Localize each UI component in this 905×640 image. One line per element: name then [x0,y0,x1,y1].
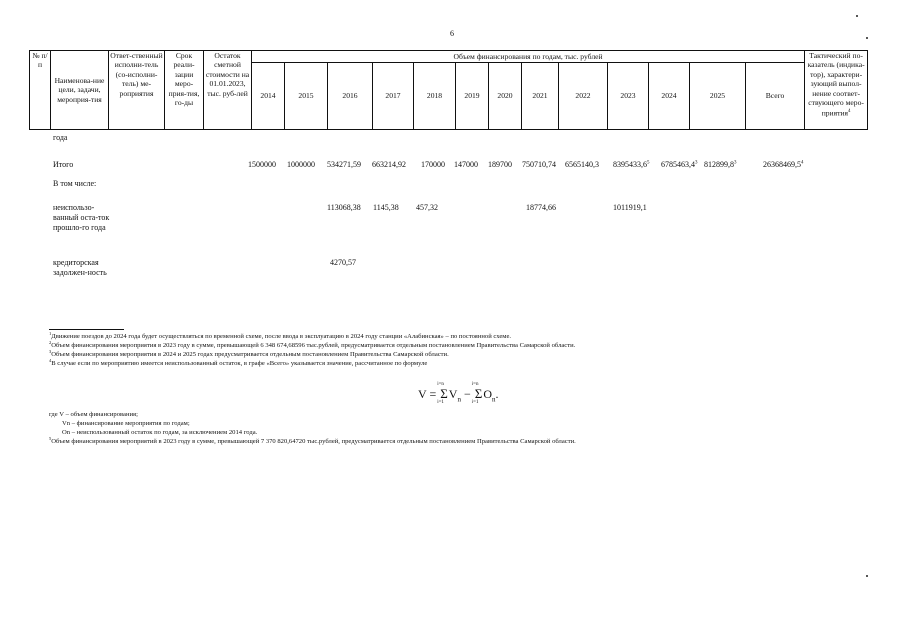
total-label: Итого [53,160,74,169]
scan-speck [866,575,868,577]
footnote-rule [49,329,124,330]
credit-2016: 4270,57 [330,258,356,267]
header-year-2018: 2018 [414,63,456,130]
total-2015: 1000000 [287,160,315,169]
footnote-where: где V – объем финансирования; [49,411,138,418]
header-term: Срок реали-зации меро-прия-тия, го-ды [165,51,204,130]
footnote-1: $^1$Движение поездов до 2024 года будет осуществляться по временной схеме, после ввода в эксплуатацию в 2024 году станции «Алабинская» – по постоянной схеме. [49,330,512,340]
header-year-2025: 2025 [690,63,746,130]
page-number: 6 [450,29,454,38]
header-num: № п/п [30,51,51,130]
header-indicator: Тактический по-казатель (индика-тор), характери-зующий выпол-нение соответ-ствующего меро-приятия$^4$ [805,51,868,130]
continued-text: года [53,133,68,142]
total-2019: 147000 [454,160,478,169]
header-year-2021: 2021 [522,63,559,130]
credit-debt-label: кредиторская задолжен-ность [53,258,107,277]
scan-speck [856,15,858,17]
header-year-2017: 2017 [373,63,414,130]
footnote-vn: Vn – финансирование мероприятия по годам; [62,420,190,427]
unused-2018: 457,32 [416,203,438,212]
footnote-2: $^2$Объем финансирования мероприятия в 2023 году в сумме, превышающей 6 348 674,68596 тыс.рублей, предусматривается отдельным постановлением Правительства Самарской области. [49,339,576,349]
formula: V = Σ i=n i=1 $V_n - \Sigma$ i=n i=1 $O_n$. [418,382,499,405]
header-financing-group: Объем финансирования по годам, тыс. рублей [252,51,805,63]
unused-2017: 1145,38 [373,203,399,212]
total-all: 26368469,5$^4$ [763,160,804,169]
footnote-5: $^5$Объем финансирования мероприятий в 2023 году в сумме, превышающей 7 370 820,64720 тыс.рублей, предусматривается отдельным постановлением Правительства Самарской области. [49,435,576,445]
total-2016: 534271,59 [327,160,361,169]
unused-2021: 18774,66 [526,203,556,212]
total-2018: 170000 [421,160,445,169]
header-responsible: Ответ-ственный исполни-тель (со-исполни-тель) ме-роприятия [109,51,165,130]
header-year-2024: 2024 [649,63,690,130]
total-2014: 1500000 [248,160,276,169]
unused-balance-label: неиспользо-ванный оста-ток прошло-го года [53,203,110,232]
header-year-2023: 2023 [608,63,649,130]
header-year-2022: 2022 [559,63,608,130]
header-year-2016: 2016 [328,63,373,130]
unused-2016: 113068,38 [327,203,361,212]
total-2024: 6785463,4$^3$ [661,160,698,169]
header-name: Наименова-ние цели, задачи, мероприя-тия [51,51,109,130]
unused-2023: 1011919,1 [613,203,647,212]
header-year-2020: 2020 [489,63,522,130]
footnote-on: On – неиспользованный остаток по годам, за исключением 2014 года. [62,429,258,436]
total-2023: 8395433,6$^5$ [613,160,650,169]
total-2017: 663214,92 [372,160,406,169]
header-year-2019: 2019 [456,63,489,130]
header-total: Всего [746,63,805,130]
footnote-3: $^3$Объем финансирования мероприятия в 2024 и 2025 годах предусматривается отдельным постановлением Правительства Самарской области. [49,348,449,358]
header-year-2014: 2014 [252,63,285,130]
scan-speck [866,37,868,39]
total-2022: 6565140,3 [565,160,599,169]
total-2021: 750710,74 [522,160,556,169]
header-year-2015: 2015 [285,63,328,130]
header-balance: Остаток сметной стоимости на 01.01.2023, тыс. руб-лей [204,51,252,130]
total-2025: 812899,8$^3$ [704,160,737,169]
total-2020: 189700 [488,160,512,169]
financing-table-header [29,50,868,130]
footnote-4: $^4$В случае если по мероприятию имеется неиспользованный остаток, в графе «Всего» указывается значение, рассчитанное по формуле [49,357,428,367]
including-label: В том числе: [53,179,97,188]
